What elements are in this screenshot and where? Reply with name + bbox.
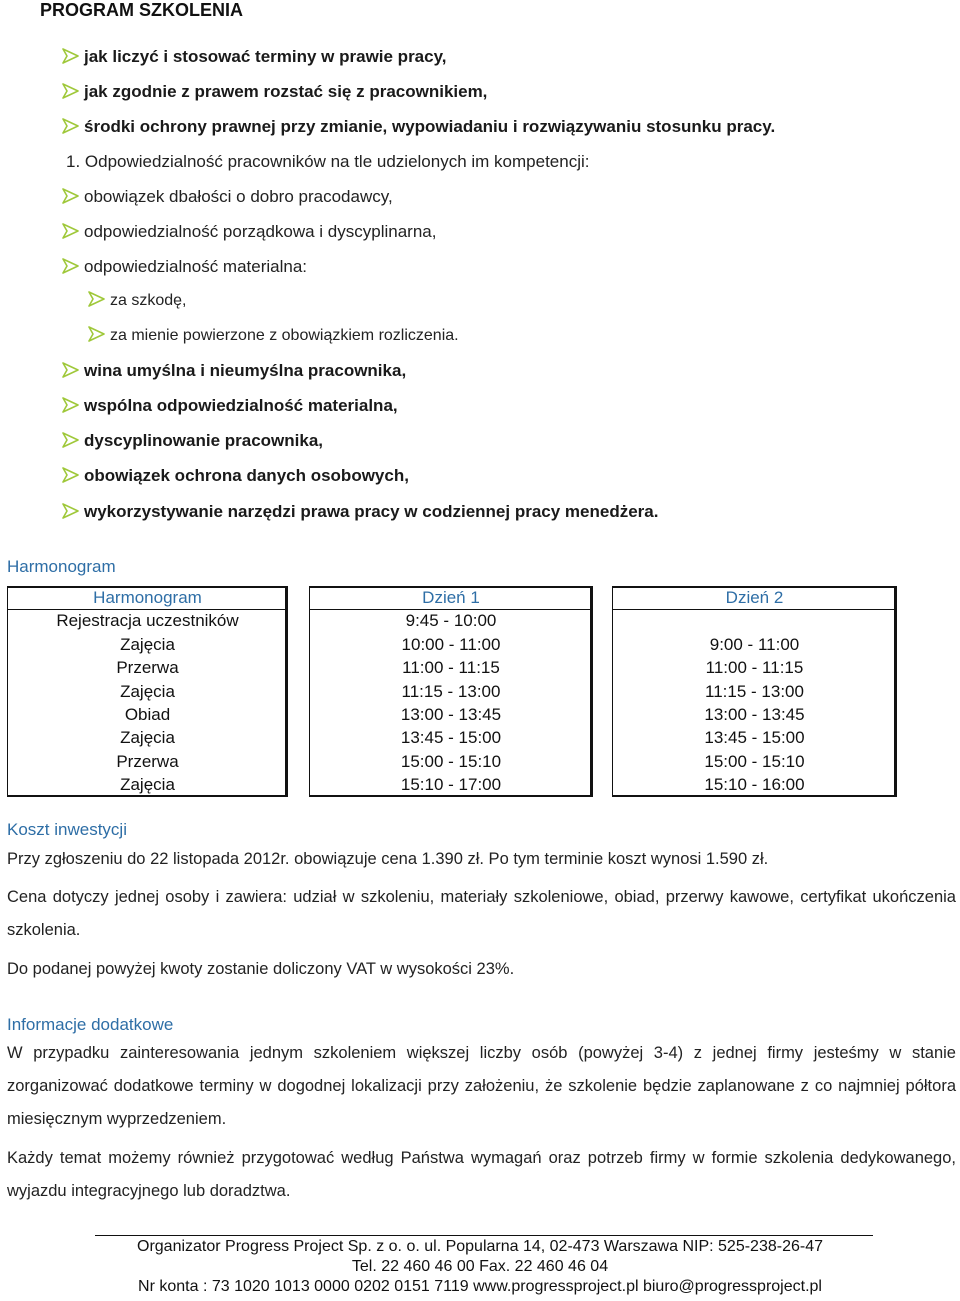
schedule-cell: 15:00 - 15:10 bbox=[400, 751, 502, 771]
arrow-bullet-icon bbox=[62, 48, 80, 64]
schedule-cell: Zajęcia bbox=[120, 681, 175, 701]
program-item bbox=[62, 502, 658, 522]
program-item-text: odpowiedzialność materialna: bbox=[84, 257, 308, 276]
program-item bbox=[62, 47, 447, 67]
cost-heading: Koszt inwestycji bbox=[7, 820, 127, 839]
program-item-text: obowiązek ochrona danych osobowych, bbox=[84, 466, 409, 485]
footer-divider bbox=[95, 1235, 873, 1236]
arrow-bullet-icon bbox=[88, 326, 106, 342]
schedule-cell: 15:10 - 16:00 bbox=[704, 775, 805, 795]
page-title: PROGRAM SZKOLENIA bbox=[40, 0, 244, 20]
schedule-cell: 13:45 - 15:00 bbox=[400, 728, 502, 748]
schedule-cell: Zajęcia bbox=[120, 728, 175, 748]
program-item bbox=[62, 396, 398, 416]
footer-organizer: Organizator Progress Project Sp. z o. o. ul. Popularna 14, 02-473 Warszawa NIP: 525-238-26-47 bbox=[137, 1238, 823, 1255]
schedule-cell: 13:45 - 15:00 bbox=[704, 728, 805, 748]
arrow-bullet-icon bbox=[62, 362, 80, 378]
schedule-cell: Rejestracja uczestników bbox=[56, 611, 239, 631]
program-item-text: za mienie powierzone z obowiązkiem rozliczenia. bbox=[110, 327, 459, 344]
schedule-cell: 9:45 - 10:00 bbox=[405, 611, 497, 631]
arrow-bullet-icon bbox=[62, 432, 80, 448]
schedule-cell: 15:10 - 17:00 bbox=[400, 775, 502, 795]
footer-account: Nr konta : 73 1020 1013 0000 0202 0151 7119 www.progressproject.pl biuro@progressproject.pl bbox=[138, 1278, 822, 1295]
info-paragraph-1: W przypadku zainteresowania jednym szkoleniem większej liczby osób (powyżej 3-4) z jednej firmy jesteśmy w stanie zorganizować dodatkowe terminy w dogodnej lokalizacji przy założeniu, że szkolenie będzie zaplanowane z co najmniej półtora miesięcznym wyprzedzeniem. bbox=[7, 1044, 956, 1128]
program-item bbox=[62, 431, 323, 451]
schedule-cell: Zajęcia bbox=[120, 775, 175, 795]
cost-paragraph-3: Do podanej powyżej kwoty zostanie doliczony VAT w wysokości 23%. bbox=[7, 960, 515, 978]
program-item bbox=[62, 466, 409, 486]
program-item-text: wspólna odpowiedzialność materialna, bbox=[84, 396, 398, 415]
program-item bbox=[62, 82, 487, 102]
schedule-cell: 11:15 - 13:00 bbox=[401, 681, 501, 701]
schedule-cell: 13:00 - 13:45 bbox=[704, 705, 805, 724]
schedule-cell: 10:00 - 11:00 bbox=[401, 634, 501, 654]
info-heading: Informacje dodatkowe bbox=[7, 1015, 174, 1034]
cost-paragraph-2: Cena dotyczy jednej osoby i zawiera: udział w szkoleniu, materiały szkoleniowe, obiad, przerwy kawowe, certyfikat ukończenia szkolenia. bbox=[7, 888, 956, 939]
schedule-header-cell: Dzień 1 bbox=[422, 588, 480, 607]
program-item-text: za szkodę, bbox=[110, 292, 187, 309]
schedule-header-cell: Dzień 2 bbox=[725, 588, 784, 607]
program-item bbox=[62, 257, 307, 277]
arrow-bullet-icon bbox=[62, 83, 80, 99]
program-item-text: jak liczyć i stosować terminy w prawie pracy, bbox=[84, 47, 447, 66]
program-item bbox=[62, 117, 775, 137]
program-item-text: wina umyślna i nieumyślna pracownika, bbox=[84, 361, 407, 380]
schedule-cell: Obiad bbox=[124, 705, 171, 724]
schedule-cell: 11:00 - 11:15 bbox=[705, 658, 804, 678]
arrow-bullet-icon bbox=[62, 188, 80, 204]
program-item bbox=[88, 326, 459, 345]
footer-phone: Tel. 22 460 46 00 Fax. 22 460 46 04 bbox=[351, 1258, 609, 1275]
arrow-bullet-icon bbox=[62, 503, 80, 519]
schedule-cell: Przerwa bbox=[116, 658, 179, 678]
cost-paragraph-1: Przy zgłoszeniu do 22 listopada 2012r. obowiązuje cena 1.390 zł. Po tym terminie koszt wynosi 1.590 zł. bbox=[7, 850, 769, 868]
program-item-text: jak zgodnie z prawem rozstać się z pracownikiem, bbox=[84, 82, 488, 101]
schedule-cell: Przerwa bbox=[116, 751, 179, 771]
arrow-bullet-icon bbox=[88, 291, 106, 307]
schedule-cell: Zajęcia bbox=[120, 634, 175, 654]
schedule-header-cell: Harmonogram bbox=[93, 588, 202, 607]
program-item bbox=[66, 152, 590, 172]
program-item-text: obowiązek dbałości o dobro pracodawcy, bbox=[84, 187, 393, 206]
program-item-text: wykorzystywanie narzędzi prawa pracy w codziennej pracy menedżera. bbox=[84, 502, 659, 521]
schedule-cell bbox=[612, 609, 897, 632]
info-paragraph-2: Każdy temat możemy również przygotować według Państwa wymagań oraz potrzeb firmy w formie szkolenia dedykowanego, wyjazdu integracyjnego lub doradztwa. bbox=[7, 1149, 956, 1200]
schedule-cell: 11:00 - 11:15 bbox=[402, 658, 500, 678]
schedule-cell: 11:15 - 13:00 bbox=[705, 681, 804, 701]
schedule-cell: 15:00 - 15:10 bbox=[704, 751, 805, 771]
program-item-text: 1. Odpowiedzialność pracowników na tle udzielonych im kompetencji: bbox=[66, 152, 590, 171]
program-item-text: dyscyplinowanie pracownika, bbox=[84, 431, 324, 450]
arrow-bullet-icon bbox=[62, 397, 80, 413]
arrow-bullet-icon bbox=[62, 223, 80, 239]
arrow-bullet-icon bbox=[62, 258, 80, 274]
arrow-bullet-icon bbox=[62, 118, 80, 134]
program-item bbox=[62, 361, 406, 381]
program-item-text: odpowiedzialność porządkowa i dyscyplinarna, bbox=[84, 222, 437, 241]
schedule-cell: 13:00 - 13:45 bbox=[400, 705, 502, 724]
program-item bbox=[62, 187, 393, 207]
program-item bbox=[88, 291, 186, 310]
schedule-heading: Harmonogram bbox=[7, 557, 116, 576]
schedule-cell: 9:00 - 11:00 bbox=[709, 634, 800, 654]
program-item bbox=[62, 222, 436, 242]
program-item-text: środki ochrony prawnej przy zmianie, wypowiadaniu i rozwiązywaniu stosunku pracy. bbox=[84, 117, 776, 136]
arrow-bullet-icon bbox=[62, 467, 80, 483]
